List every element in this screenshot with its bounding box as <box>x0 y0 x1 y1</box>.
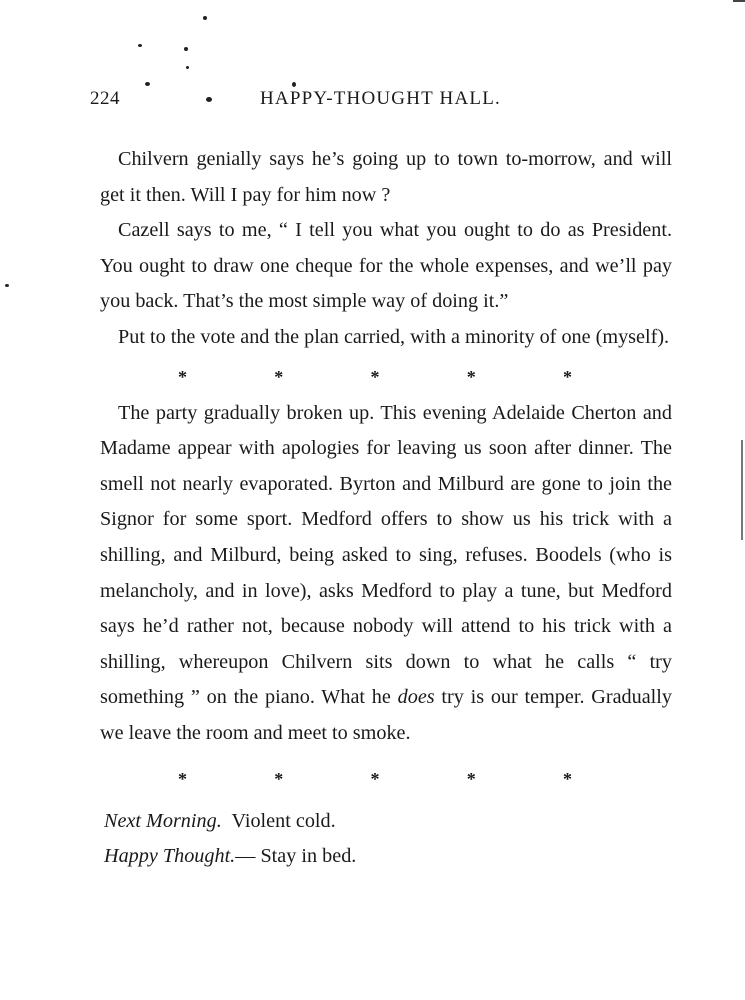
emphasis: does <box>397 686 435 709</box>
ink-speck <box>292 82 296 87</box>
paragraph: Chilvern genially says he’s going up to town to-morrow, and will get it then. Will I pay for him now ? <box>100 148 672 206</box>
page-edge-mark <box>741 440 743 540</box>
separator-star: * <box>466 768 476 789</box>
ink-speck <box>203 16 207 20</box>
ink-speck <box>138 44 142 47</box>
paragraph <box>100 396 672 752</box>
separator-star: * <box>466 366 476 387</box>
paragraph-text: The party gradually broken up. This evening Adelaide Cherton and Madame appear with apologies for leaving us soon after dinner. The smell not nearly evaporated. Byrton and Milburd are gone to join the Signor for some sport. Medford offers to show us his trick with a shilling, and Milburd, being asked to sing, refuses. Boodels (who is melancholy, and in love), asks Medford to play a tune, but Medford says he’d rather not, because nobody will attend to his trick with a shilling, whereupon Chilvern sits down to what he calls “ try something ” on the piano. What he <box>100 401 672 709</box>
ink-speck <box>184 47 188 51</box>
running-head: HAPPY-THOUGHT HALL. <box>260 88 501 109</box>
note-text: Violent cold. <box>231 809 336 832</box>
separator-star: * <box>178 768 187 789</box>
ink-speck <box>5 284 9 287</box>
separator-star: * <box>274 768 284 789</box>
paragraph-text: try is our temper. Gradually we leave the room and meet to smoke. <box>100 686 672 744</box>
body-text <box>100 142 672 875</box>
note-line <box>100 804 672 840</box>
page-header <box>90 88 670 118</box>
separator-star: * <box>370 366 380 387</box>
section-separator <box>100 356 672 392</box>
note-line <box>100 839 672 875</box>
section-separator <box>100 752 672 804</box>
separator-star: * <box>178 366 187 387</box>
ink-speck <box>145 82 150 86</box>
paragraph: Cazell says to me, “ I tell you what you ought to do as President. You ought to draw one cheque for the whole expenses, and we’ll pay you back. That’s the most simple way of doing it.” <box>100 219 672 313</box>
separator-star: * <box>274 366 284 387</box>
page-number: 224 <box>90 88 120 109</box>
separator-star: * <box>370 768 380 789</box>
ink-speck <box>186 66 189 69</box>
separator-star: * <box>563 366 572 387</box>
separator-star: * <box>563 768 572 789</box>
paragraph: Put to the vote and the plan carried, with a minority of one (myself). <box>118 325 670 348</box>
page-corner-mark <box>733 0 745 16</box>
note-label: Next Morning. <box>104 809 222 832</box>
note-label: Happy Thought. <box>104 845 236 868</box>
note-text: — Stay in bed. <box>235 845 357 868</box>
